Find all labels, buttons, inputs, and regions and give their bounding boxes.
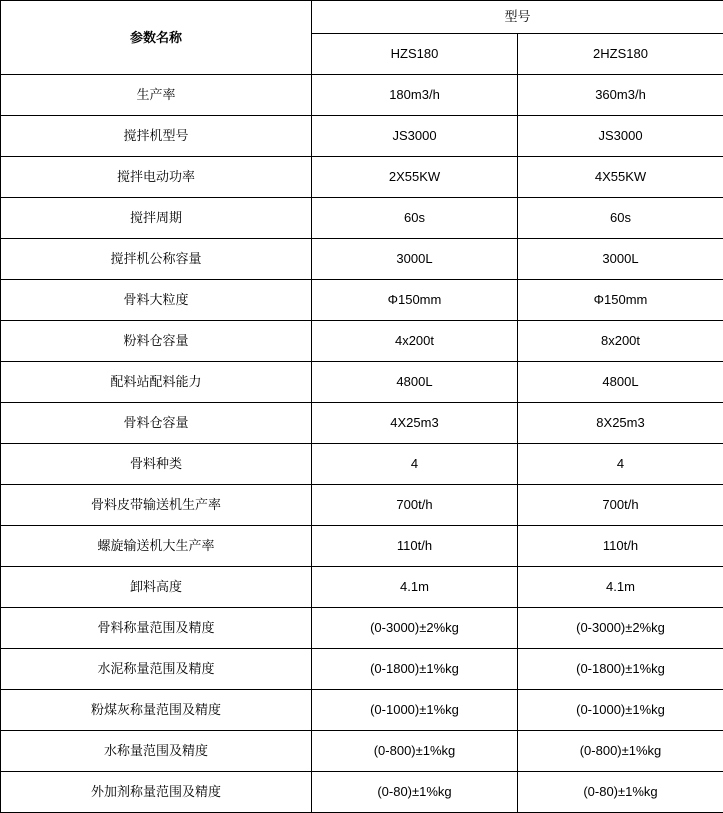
row-value-model-1: (0-1800)±1%kg (312, 649, 518, 690)
row-label: 卸料高度 (1, 567, 312, 608)
row-label: 搅拌机型号 (1, 116, 312, 157)
table-row (1, 731, 723, 772)
table-row (1, 690, 723, 731)
table-row (1, 116, 723, 157)
row-label: 骨料仓容量 (1, 403, 312, 444)
row-value-model-2: 700t/h (518, 485, 723, 526)
row-value-model-2: (0-80)±1%kg (518, 772, 723, 813)
row-value-model-2: 8X25m3 (518, 403, 723, 444)
row-label: 配料站配料能力 (1, 362, 312, 403)
row-value-model-2: 4800L (518, 362, 723, 403)
table-row (1, 649, 723, 690)
row-value-model-2: 8x200t (518, 321, 723, 362)
row-value-model-1: 60s (312, 198, 518, 239)
row-label: 搅拌周期 (1, 198, 312, 239)
table-row (1, 157, 723, 198)
row-label: 生产率 (1, 75, 312, 116)
row-value-model-2: JS3000 (518, 116, 723, 157)
table-row (1, 485, 723, 526)
row-value-model-2: 60s (518, 198, 723, 239)
table-row (1, 362, 723, 403)
row-value-model-2: 360m3/h (518, 75, 723, 116)
table-row (1, 198, 723, 239)
model-header: 型号 (312, 1, 723, 34)
table-row (1, 608, 723, 649)
table-row (1, 567, 723, 608)
row-label: 骨料大粒度 (1, 280, 312, 321)
row-value-model-1: JS3000 (312, 116, 518, 157)
row-value-model-2: Φ150mm (518, 280, 723, 321)
row-value-model-1: 4800L (312, 362, 518, 403)
row-label: 螺旋输送机大生产率 (1, 526, 312, 567)
row-value-model-2: 4 (518, 444, 723, 485)
row-value-model-1: 2X55KW (312, 157, 518, 198)
table-row (1, 75, 723, 116)
table-header-row (1, 1, 723, 34)
table-body (1, 1, 723, 813)
model-column-2: 2HZS180 (518, 34, 723, 75)
table-row (1, 772, 723, 813)
row-value-model-2: 4X55KW (518, 157, 723, 198)
row-value-model-1: 4X25m3 (312, 403, 518, 444)
table-row (1, 444, 723, 485)
row-value-model-2: (0-3000)±2%kg (518, 608, 723, 649)
row-label: 水称量范围及精度 (1, 731, 312, 772)
row-label: 外加剂称量范围及精度 (1, 772, 312, 813)
row-value-model-1: Φ150mm (312, 280, 518, 321)
row-value-model-1: 110t/h (312, 526, 518, 567)
row-label: 粉料仓容量 (1, 321, 312, 362)
row-value-model-1: 4x200t (312, 321, 518, 362)
row-value-model-1: 3000L (312, 239, 518, 280)
row-value-model-2: 4.1m (518, 567, 723, 608)
table-row (1, 321, 723, 362)
row-value-model-1: 700t/h (312, 485, 518, 526)
parameter-name-header: 参数名称 (1, 1, 312, 75)
row-value-model-1: (0-1000)±1%kg (312, 690, 518, 731)
row-label: 水泥称量范围及精度 (1, 649, 312, 690)
row-value-model-1: (0-80)±1%kg (312, 772, 518, 813)
row-label: 粉煤灰称量范围及精度 (1, 690, 312, 731)
row-value-model-2: (0-800)±1%kg (518, 731, 723, 772)
row-label: 搅拌电动功率 (1, 157, 312, 198)
row-value-model-1: 180m3/h (312, 75, 518, 116)
model-column-1: HZS180 (312, 34, 518, 75)
table-row (1, 403, 723, 444)
table-row (1, 239, 723, 280)
table-row (1, 526, 723, 567)
row-label: 骨料皮带输送机生产率 (1, 485, 312, 526)
row-value-model-2: (0-1000)±1%kg (518, 690, 723, 731)
row-value-model-1: 4.1m (312, 567, 518, 608)
row-value-model-2: (0-1800)±1%kg (518, 649, 723, 690)
row-value-model-2: 110t/h (518, 526, 723, 567)
row-label: 骨料种类 (1, 444, 312, 485)
row-value-model-1: (0-3000)±2%kg (312, 608, 518, 649)
row-value-model-2: 3000L (518, 239, 723, 280)
row-label: 搅拌机公称容量 (1, 239, 312, 280)
row-value-model-1: (0-800)±1%kg (312, 731, 518, 772)
row-value-model-1: 4 (312, 444, 518, 485)
row-label: 骨料称量范围及精度 (1, 608, 312, 649)
table-row (1, 280, 723, 321)
